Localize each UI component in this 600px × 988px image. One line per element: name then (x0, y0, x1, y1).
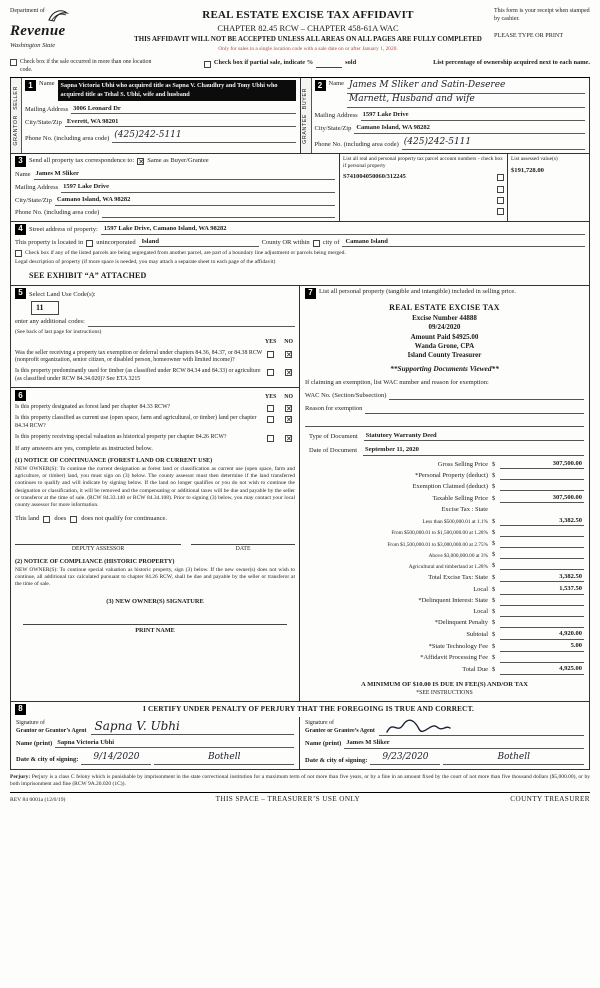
grantor-date-city-label: Date & city of signing: (16, 756, 79, 764)
grantor-sig-label-1: Signature of (16, 720, 45, 727)
deputy-assessor-signature-line[interactable] (15, 537, 181, 545)
dollar-sign: $ (492, 539, 496, 547)
tax-value[interactable] (500, 483, 584, 491)
sec6-q1-text: Is this property designated as forest land per chapter 84.33 RCW? (15, 404, 171, 411)
assessed-value[interactable]: $191,728.00 (511, 166, 544, 174)
single-location-note: Only for sales in a single location code with a sale date on or after January 1, 2020. (218, 46, 398, 53)
buyer-section (301, 78, 590, 152)
tax-label: Above $3,000,000.00 at 3% (428, 552, 488, 559)
section5-badge: 5 (15, 288, 26, 299)
tax-row-total-due (305, 665, 584, 674)
seller-mailing-value[interactable]: 3006 Leonard Dr (71, 105, 295, 114)
type-of-document-label: Type of Document (309, 432, 358, 440)
dollar-sign: $ (492, 654, 496, 662)
deputy-assessor-lines (15, 537, 295, 545)
does-label: does (54, 514, 67, 522)
sec6-q2-text: Is this property classified as current use (open space, farm and agricultural, or timber) land per chapter 84.34 RCW? (15, 415, 257, 429)
parcel-number-value[interactable]: S741004050060/312245 (343, 173, 406, 181)
stamp-amount-paid: Amount Paid $4925.00 (410, 332, 479, 341)
sec6-q2-yes-checkbox[interactable] (267, 416, 274, 423)
buyer-phone-value[interactable]: (425)242-5111 (402, 137, 585, 150)
tax-value[interactable]: 5.00 (500, 642, 584, 651)
tax-label: From $500,000.01 to $1,500,000.00 at 1.28% (391, 530, 488, 537)
treasurer-space-label: THIS SPACE – TREASURER’S USE ONLY (215, 795, 361, 804)
form-subtitle: CHAPTER 82.45 RCW – CHAPTER 458-61A WAC (217, 23, 399, 34)
if-yes-note: If any answers are yes, complete as instructed below. (15, 444, 153, 452)
tax-row-local (305, 585, 584, 594)
land-does-not-checkbox[interactable] (70, 516, 77, 523)
exemption-question-row (15, 350, 295, 365)
notice1-title: (1) NOTICE OF CONTINUANCE (FOREST LAND OR CURRENT USE) (15, 457, 213, 465)
buyer-side-label: BUYER (302, 87, 309, 109)
sec5-no-label: NO (284, 339, 293, 346)
partial-sale-percent-input[interactable] (316, 61, 342, 68)
tax-row-delinquent-penalty (305, 619, 584, 627)
timber-question-row (15, 368, 295, 383)
tax-row-rate-2 (305, 529, 584, 537)
segregated-label: Check box if any of the listed parcels are being segregated from another parcel, are part of a boundary line adjustment or parcels being merged. (25, 250, 346, 257)
tax-label: *Personal Property (deduct) (415, 471, 488, 479)
land-use-section (11, 286, 299, 388)
sec5-q2-text: Is this property predominantly used for timber (as classified under RCW 84.34 and 84.33) or agriculture (as classified under RCW 84.34.020)? See ETA 3215 (15, 367, 261, 382)
seller-phone-label: Phone No. (including area code) (25, 134, 110, 142)
grantor-signature-text: Sapna V. Ubhi (94, 718, 180, 733)
personal-property-checkbox-2[interactable] (497, 186, 504, 193)
date-of-document-value[interactable]: September 11, 2020 (363, 446, 584, 455)
form-warning: THIS AFFIDAVIT WILL NOT BE ACCEPTED UNLESS ALL AREAS ON ALL PAGES ARE FULLY COMPLETED (134, 36, 482, 44)
sec5-q2-no-checkbox[interactable] (285, 369, 292, 376)
correspondence-label: Send all property tax correspondence to: (29, 157, 135, 165)
tax-label: *Affidavit Processing Fee (420, 654, 488, 662)
section3-badge: 3 (15, 156, 26, 167)
legal-description-value[interactable]: SEE EXHIBIT “A” ATTACHED (29, 270, 147, 280)
sec6-yes-label: YES (265, 393, 277, 400)
sec5-q1-no-checkbox[interactable] (285, 351, 292, 358)
stamp-excise-number: Excise Number 44888 (412, 313, 477, 322)
sec5-yes-label: YES (265, 339, 277, 346)
grantee-name-print-label: Name (print) (305, 740, 342, 748)
type-of-document-value[interactable]: Statutory Warranty Deed (364, 432, 584, 441)
tax-value[interactable]: 1,537.50 (500, 585, 584, 594)
tax-value[interactable] (500, 540, 584, 548)
does-not-label: does not qualify for continuance. (81, 514, 168, 522)
notice2-body: NEW OWNER(S): To continue special valuation as historic property, sign (3) below. If the new owner(s) does not wish to continue, all additional tax calculated pursuant to chapter 84.26 RCW, shall be due and payable by the seller or transferor at the time of sale. (15, 566, 295, 588)
partial-sale-sold-label: sold (345, 59, 357, 67)
notice2-title: (2) NOTICE OF COMPLIANCE (HISTORIC PROPERTY) (15, 557, 175, 565)
partial-sale-label: Check box if partial sale, indicate % (213, 59, 314, 67)
tax-row-processing-fee (305, 654, 584, 662)
date-of-document-label: Date of Document (309, 447, 358, 455)
wac-label: WAC No. (Section/Subsection) (305, 391, 387, 399)
personal-property-list-label: List all personal property (tangible and intangible) included in selling price. (319, 287, 516, 295)
tax-value[interactable] (500, 598, 584, 606)
dollar-sign: $ (492, 597, 496, 605)
dollar-sign: $ (492, 574, 496, 582)
form-header (10, 8, 590, 53)
reason-input[interactable] (365, 406, 584, 414)
grantor-signature[interactable] (91, 719, 294, 736)
corr-city-value[interactable]: Camano Island, WA 98282 (55, 196, 335, 205)
tax-row-rate-1 (305, 517, 584, 526)
tax-label: Less than $500,000.01 at 1.1% (422, 519, 488, 526)
same-as-buyer-checkbox[interactable] (137, 158, 144, 165)
perjury-body: Perjury is a class C felony which is punishable by imprisonment in the state correctional institution for a maximum term of not more than five years, or by a fine in an amount fixed by the court of not more than five thousand dollars ($5,000.00), or by both imprisonment and fine (RCW 9A.20.020 (1C)). (10, 773, 590, 788)
sec6-q1-no-checkbox[interactable] (285, 405, 292, 412)
seller-city-value[interactable]: Everett, WA 98201 (65, 118, 296, 127)
legal-description-label: Legal description of property (if more space is needed, you may attach a separate sheet to each page of the affidavit) (15, 259, 276, 266)
multi-location-label: Check box if the sale occurred in more than one location code. (20, 59, 152, 73)
tax-value[interactable] (500, 620, 584, 628)
tax-value[interactable]: 3,382.50 (500, 517, 584, 526)
forest-land-question-row (15, 404, 295, 412)
parties-section (10, 78, 590, 153)
tax-label: Subtotal (466, 631, 488, 639)
seller-name-value[interactable]: Sapna Victoria Ubhi who acquired title as Sapna V. Chaudhry and Tony Ubhi who acquired title as Tehal S. Ubhi, wife and husband (58, 80, 296, 101)
personal-property-checkbox-3[interactable] (497, 197, 504, 204)
tax-value[interactable] (500, 551, 584, 559)
tax-row-excise-state-header (305, 506, 584, 514)
dept-of-label: Department of (10, 8, 45, 14)
same-as-buyer-label: Same as Buyer/Grantee (147, 157, 209, 165)
receipt-block (494, 8, 590, 40)
deputy-date-label: DATE (235, 546, 251, 553)
county-value[interactable]: Island (139, 238, 259, 247)
seller-side-strip (11, 78, 22, 152)
grantee-signature-scribble (383, 719, 453, 735)
sec6-q1-yes-checkbox[interactable] (267, 405, 274, 412)
tax-label: Gross Selling Price (437, 460, 488, 468)
corr-city-label: City/State/Zip (15, 197, 52, 205)
grantee-signing-city[interactable]: Bothell (443, 752, 584, 765)
tax-row-rate-3 (305, 540, 584, 548)
ownership-note: List percentage of ownership acquired next to each name. (433, 59, 590, 67)
sec6-q3-no-checkbox[interactable] (285, 435, 292, 442)
tax-label: Excise Tax : State (441, 505, 488, 513)
corr-phone-label: Phone No. (including area code) (15, 209, 100, 217)
tax-label: Taxable Selling Price (432, 494, 488, 502)
parcel-numbers-column (339, 154, 507, 221)
perjury-label: Perjury: (10, 773, 31, 780)
tax-value[interactable]: 307,500.00 (500, 494, 584, 503)
perjury-paragraph (10, 774, 590, 788)
top-checkbox-bar (10, 59, 590, 78)
tax-value[interactable] (500, 472, 584, 480)
sec5-q2-yes-checkbox[interactable] (267, 369, 274, 376)
tax-correspondence-section (10, 154, 590, 222)
excise-tax-section (300, 286, 589, 701)
tax-label: *State Technology Fee (428, 643, 488, 651)
notice1-body: NEW OWNER(S): To continue the current designation as forest land or classification as current use (open space, farm and agriculture, or timber) land, you must sign on (3) below. The county assessor must then determine if the land transferred continues to qualify and will indicate by signing below. If the land no longer qualifies or you do not wish to continue the designation or classification, it will be removed and the compensating or additional taxes will be due and payable by the seller or transferor at the time of sale. (RCW 84.33.140 or RCW 84.34.108). Prior to signing (3) below, you may contact your local county assessor for more information. (15, 466, 295, 508)
middle-columns (10, 286, 590, 702)
buyer-city-label: City/State/Zip (314, 125, 352, 133)
form-title: REAL ESTATE EXCISE TAX AFFIDAVIT (202, 9, 414, 21)
corr-phone-value[interactable] (102, 210, 335, 218)
unincorporated-label: unincorporated (96, 238, 136, 246)
treasurer-stamp (350, 303, 540, 361)
current-use-question-row (15, 415, 295, 430)
buyer-mailing-label: Mailing Address (314, 112, 358, 120)
stamp-title: REAL ESTATE EXCISE TAX (389, 302, 500, 312)
tax-value[interactable] (500, 562, 584, 570)
washington-state-label: Washington State (10, 41, 56, 49)
dollar-sign: $ (492, 666, 496, 674)
personal-property-checkbox-4[interactable] (497, 208, 504, 215)
tax-label: *Delinquent Penalty (434, 619, 488, 627)
sec6-q2-no-checkbox[interactable] (285, 416, 292, 423)
assessed-value-column (507, 154, 589, 221)
tax-row-taxable-price (305, 494, 584, 503)
street-address-label: Street address of property: (29, 226, 98, 234)
receipt-note: This form is your receipt when stamped by cashier. (494, 8, 590, 22)
title-block (122, 8, 494, 53)
tax-value[interactable]: 4,925.00 (500, 665, 584, 674)
tax-label: Local (473, 608, 488, 616)
seller-mailing-label: Mailing Address (25, 105, 69, 113)
seller-section (11, 78, 301, 152)
section7-badge: 7 (305, 288, 316, 299)
land-use-label: Select Land Use Code(s): (29, 290, 96, 298)
dollar-sign: $ (492, 562, 496, 570)
tax-label: Total Due (462, 666, 488, 674)
land-does-checkbox[interactable] (43, 516, 50, 523)
deputy-date-line[interactable] (191, 537, 295, 545)
multi-location-checkbox[interactable] (10, 59, 17, 66)
grantor-name-print-label: Name (print) (16, 739, 53, 747)
print-name-label: PRINT NAME (135, 626, 175, 634)
section2-badge: 2 (315, 80, 326, 91)
continuance-row (15, 515, 295, 523)
dor-logo-icon (47, 8, 69, 22)
dollar-sign: $ (492, 517, 496, 525)
city-of-checkbox[interactable] (313, 240, 320, 247)
tax-row-exemption-claimed (305, 483, 584, 491)
deputy-assessor-label: DEPUTY ASSESSOR (71, 546, 125, 553)
seller-city-label: City/State/Zip (25, 118, 62, 126)
section1-badge: 1 (25, 80, 36, 91)
historic-question-row (15, 434, 295, 442)
assessed-header: List assessed value(s) (511, 155, 558, 162)
tax-label: From $1,500,000.01 to $3,000,000.00 at 2.75% (387, 541, 488, 548)
grantor-signature-block (11, 717, 300, 769)
grantor-signing-city[interactable]: Bothell (154, 752, 294, 765)
tax-row-total-state (305, 573, 584, 582)
parcel-header: List all real and personal property tax parcel account numbers - check box if personal property (343, 155, 503, 169)
partial-sale-cell (160, 59, 400, 67)
grantee-side-label: GRANTEE (302, 113, 309, 144)
dollar-sign: $ (492, 608, 496, 616)
grantee-signature-block (300, 717, 589, 769)
tax-row-agricultural (305, 562, 584, 570)
dollar-sign: $ (492, 619, 496, 627)
property-address-section (10, 222, 590, 286)
dor-logo (10, 8, 122, 50)
tax-label: Exemption Claimed (deduct) (412, 482, 488, 490)
additional-codes-input[interactable] (88, 319, 295, 327)
instructions-note: (See back of last page for instructions) (15, 328, 102, 335)
dollar-sign: $ (492, 471, 496, 479)
seller-side-label: SELLER (12, 85, 19, 110)
grantee-name-print-value[interactable]: James M Sliker (344, 739, 584, 748)
grantor-side-label: GRANTOR (12, 114, 19, 146)
wac-input[interactable] (389, 392, 584, 400)
sec5-q1-yes-checkbox[interactable] (267, 351, 274, 358)
certify-statement: I CERTIFY UNDER PENALTY OF PERJURY THAT THE FOREGOING IS TRUE AND CORRECT. (142, 704, 475, 713)
grantor-signing-date[interactable]: 9/14/2020 (81, 752, 151, 765)
buyer-name-line2: Marnett, Husband and wife (347, 94, 585, 108)
tax-row-gross (305, 460, 584, 469)
grantee-signing-date[interactable]: 9/23/2020 (370, 752, 440, 765)
grantee-sig-label-1: Signature of (305, 720, 334, 727)
section8-badge: 8 (15, 704, 26, 715)
seller-name-label: Name (39, 80, 55, 88)
rev-number: REV 84 0001a (12/6/19) (10, 797, 66, 804)
see-instructions-note: *SEE INSTRUCTIONS (416, 690, 473, 697)
county-treasurer-label: COUNTY TREASURER (510, 795, 590, 804)
tax-value[interactable]: 307,500.00 (500, 460, 584, 469)
this-land-label: This land (15, 514, 40, 522)
multi-location-cell (10, 59, 160, 74)
dollar-sign: $ (492, 528, 496, 536)
dollar-sign: $ (492, 550, 496, 558)
new-owner-signature-line[interactable] (23, 615, 287, 625)
corr-mailing-label: Mailing Address (15, 184, 59, 192)
dollar-sign: $ (492, 643, 496, 651)
land-use-code-value[interactable]: 11 (31, 301, 59, 315)
street-address-value[interactable]: 1597 Lake Drive, Camano Island, WA 98282 (101, 225, 585, 234)
grantor-sig-label-2: Grantor or Grantor’s Agent (16, 727, 87, 734)
dollar-sign: $ (492, 631, 496, 639)
buyer-city-value[interactable]: Camano Island, WA 98282 (354, 124, 585, 133)
buyer-phone-label: Phone No. (including area code) (314, 141, 399, 149)
tax-table (305, 460, 584, 675)
buyer-name-label: Name (328, 80, 345, 88)
segregated-checkbox[interactable] (15, 250, 22, 257)
tax-value[interactable] (500, 655, 584, 663)
additional-codes-label: enter any additional codes: (15, 318, 85, 326)
city-of-label: city of (322, 238, 340, 246)
section4-badge: 4 (15, 224, 26, 235)
grantee-signature[interactable] (379, 719, 584, 736)
supporting-documents-note: **Supporting Documents Viewed** (390, 363, 499, 373)
stamp-treasurer-name: Wanda Grone, CPA (414, 342, 475, 351)
grantor-name-print-value[interactable]: Sapna Victoria Ubhi (55, 739, 294, 748)
partial-sale-checkbox[interactable] (204, 61, 211, 68)
minimum-due-note: A MINIMUM OF $10.00 IS DUE IN FEE(S) AND/OR TAX (361, 680, 528, 688)
buyer-name-line1: James M Sliker and Satin-Deseree (347, 80, 585, 94)
tax-row-delinquent-interest-local (305, 608, 584, 616)
tax-value[interactable]: 3,382.50 (500, 573, 584, 582)
reason-label: Reason for exemption (305, 405, 363, 413)
tax-label: Total Excise Tax: State (428, 574, 488, 582)
buyer-side-strip (301, 78, 312, 152)
type-or-print-label: PLEASE TYPE OR PRINT (494, 31, 564, 39)
stamp-date: 09/24/2020 (428, 323, 461, 332)
tax-row-delinquent-interest-state (305, 597, 584, 605)
tax-row-personal-property (305, 472, 584, 480)
corr-mailing-value[interactable]: 1597 Lake Drive (61, 183, 335, 192)
reason-input-2[interactable] (305, 419, 584, 427)
section6-badge: 6 (15, 390, 26, 401)
grantee-date-city-label: Date & city of signing: (305, 756, 368, 764)
unincorporated-checkbox[interactable] (86, 240, 93, 247)
tax-label: *Delinquent Interest: State (418, 597, 488, 605)
tax-label: Agricultural and timberland at 1.28% (408, 563, 488, 570)
corr-name-value[interactable]: James M Sliker (34, 170, 335, 179)
grantee-sig-label-2: Grantee or Grantee’s Agent (305, 728, 375, 735)
city-of-value[interactable]: Camano Island (342, 238, 585, 247)
dollar-sign: $ (492, 586, 496, 594)
tax-row-rate-4 (305, 551, 584, 559)
tax-label: Local (473, 586, 488, 594)
tax-value[interactable] (500, 609, 584, 617)
tax-value[interactable]: 4,920.00 (500, 630, 584, 639)
new-owner-signature-label: (3) NEW OWNER(S) SIGNATURE (106, 598, 204, 606)
buyer-mailing-value[interactable]: 1597 Lake Drive (361, 111, 585, 120)
sec6-q3-text: Is this property receiving special valuation as historical property per chapter 84.26 RCW? (15, 433, 227, 440)
footer-bar (10, 792, 590, 804)
located-in-label: This property is located in (15, 238, 84, 246)
stamp-treasurer-office: Island County Treasurer (407, 351, 482, 360)
signatures-section (10, 702, 590, 770)
county-or-label: County OR within (261, 238, 310, 246)
sec6-no-label: NO (284, 393, 293, 400)
tax-value[interactable] (500, 529, 584, 537)
dollar-sign: $ (492, 482, 496, 490)
exemption-intro: If claiming an exemption, list WAC number and reason for exemption: (305, 378, 489, 386)
tax-row-subtotal (305, 630, 584, 639)
dollar-sign: $ (492, 460, 496, 468)
revenue-wordmark: Revenue (10, 23, 66, 39)
tax-row-technology-fee (305, 642, 584, 651)
corr-name-label: Name (15, 171, 31, 179)
dollar-sign: $ (492, 494, 496, 502)
personal-property-checkbox-1[interactable] (497, 174, 504, 181)
designation-section (11, 388, 299, 701)
seller-phone-value[interactable]: (425)242-5111 (112, 130, 295, 143)
sec6-q3-yes-checkbox[interactable] (267, 435, 274, 442)
buyer-name-value[interactable] (347, 80, 585, 107)
sec5-q1-text: Was the seller receiving a property tax exemption or deferral under chapters 84.36, 84.37, or 84.38 RCW (nonprofit organization, senior citizen, or disabled person, homeowner with limited income)? (15, 349, 263, 364)
